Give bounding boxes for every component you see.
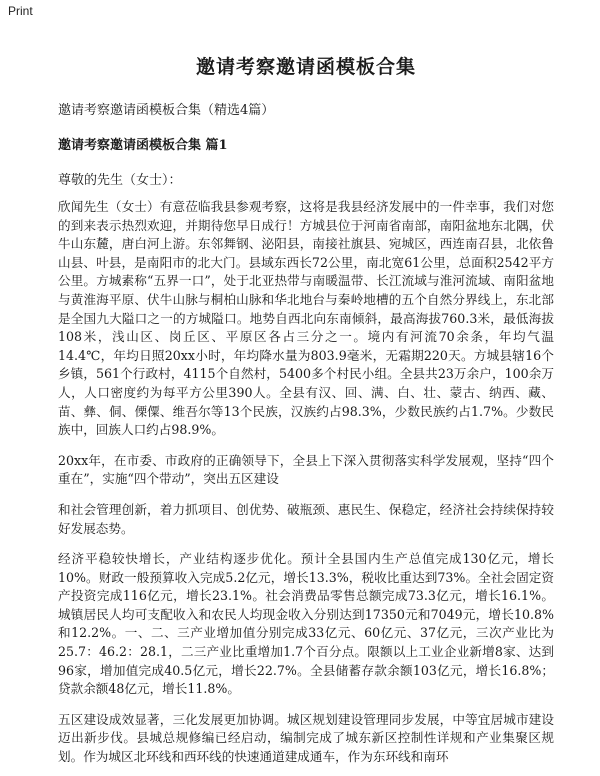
salutation: 尊敬的先生（女士）：: [58, 173, 182, 188]
paragraph-management: 和社会管理创新，着力抓项目、创优势、破瓶颈、惠民生、保稳定，经济社会持续保持较好发展态势。: [58, 501, 554, 536]
paragraph-intro: 欣闻先生（女士）有意莅临我县参观考察，这将是我县经济发展中的一件幸事，我们对您的到来表示热烈欢迎，并期待您早日成行！方城县位于河南省南部，南阳盆地东北隅，伏牛山东麓，唐白河上游。东邻舞钢、泌阳县，南接社旗县、宛城区，西连南召县，北依鲁山县、叶县，是南阳市的北大门。县域东西长72公里，南北宽61公里，总面积2542平方公里。方城素称“五界一口”，处于北亚热带与南暖温带、长江流域与淮河流域、南阳盆地与黄淮海平原、伏牛山脉与桐柏山脉和华北地台与秦岭地槽的五个自然分界线上，东北部是全国九大隘口之一的方城隘口。地势自西北向东南倾斜，最高海拔760.3米，最低海拔108米，浅山区、岗丘区、平原区各占三分之一。境内有河流70余条，年均气温14.4℃，年均日照20xx小时，年均降水量为803.9毫米，无霜期220天。方城县辖16个乡镇，561个行政村，4115个自然村，5400多个村民小组。全县共23万余户，100余万人，人口密度约为每平方公里390人。全县有汉、回、满、白、壮、蒙古、纳西、藏、苗、彝、侗、傈僳、维吾尔等13个民族，汉族约占98.3%，少数民族约占1.7%。少数民族中，回族人口约占98.9%。: [58, 199, 554, 438]
print-label[interactable]: Print: [8, 4, 33, 18]
section-heading: 邀请考察邀请函模板合集 篇1: [58, 138, 228, 153]
paragraph-five-districts: 五区建设成效显著，三化发展更加协调。城区规划建设管理同步发展，中等宜居城市建设迈出新步伐。县城总规修编已经启动，编制完成了城东新区控制性详规和产业集聚区规划。作为城区北环线和西环线的快速通道建成通车，作为东环线和南环: [58, 711, 554, 765]
document-title: 邀请考察邀请函模板合集: [195, 56, 416, 78]
paragraph-leadership: 20xx年，在市委、市政府的正确领导下，全县上下深入贯彻落实科学发展观，坚持“四个重在”，实施“四个带动”，突出五区建设: [58, 452, 554, 487]
document-subtitle: 邀请考察邀请函模板合集（精选4篇）: [58, 103, 275, 118]
paragraph-economy: 经济平稳较快增长，产业结构逐步优化。预计全县国内生产总值完成130亿元，增长10%。财政一般预算收入完成5.2亿元，增长13.3%，税收比重达到73%。全社会固定资产投资完成116亿元，增长23.1%。社会消费品零售总额完成73.3亿元，增长16.1%。城镇居民人均可支配收入和农民人均现金收入分别达到17350元和7049元，增长10.8%和12.2%。一、二、三产业增加值分别完成33亿元、60亿元、37亿元，三次产业比为25.7：46.2：28.1，二三产业比重增加1.7个百分点。限额以上工业企业新增8家、达到96家，增加值完成40.5亿元，增长22.7%。全县储蓄存款余额103亿元，增长16.8%；贷款余额48亿元，增长11.8%。: [58, 551, 554, 697]
